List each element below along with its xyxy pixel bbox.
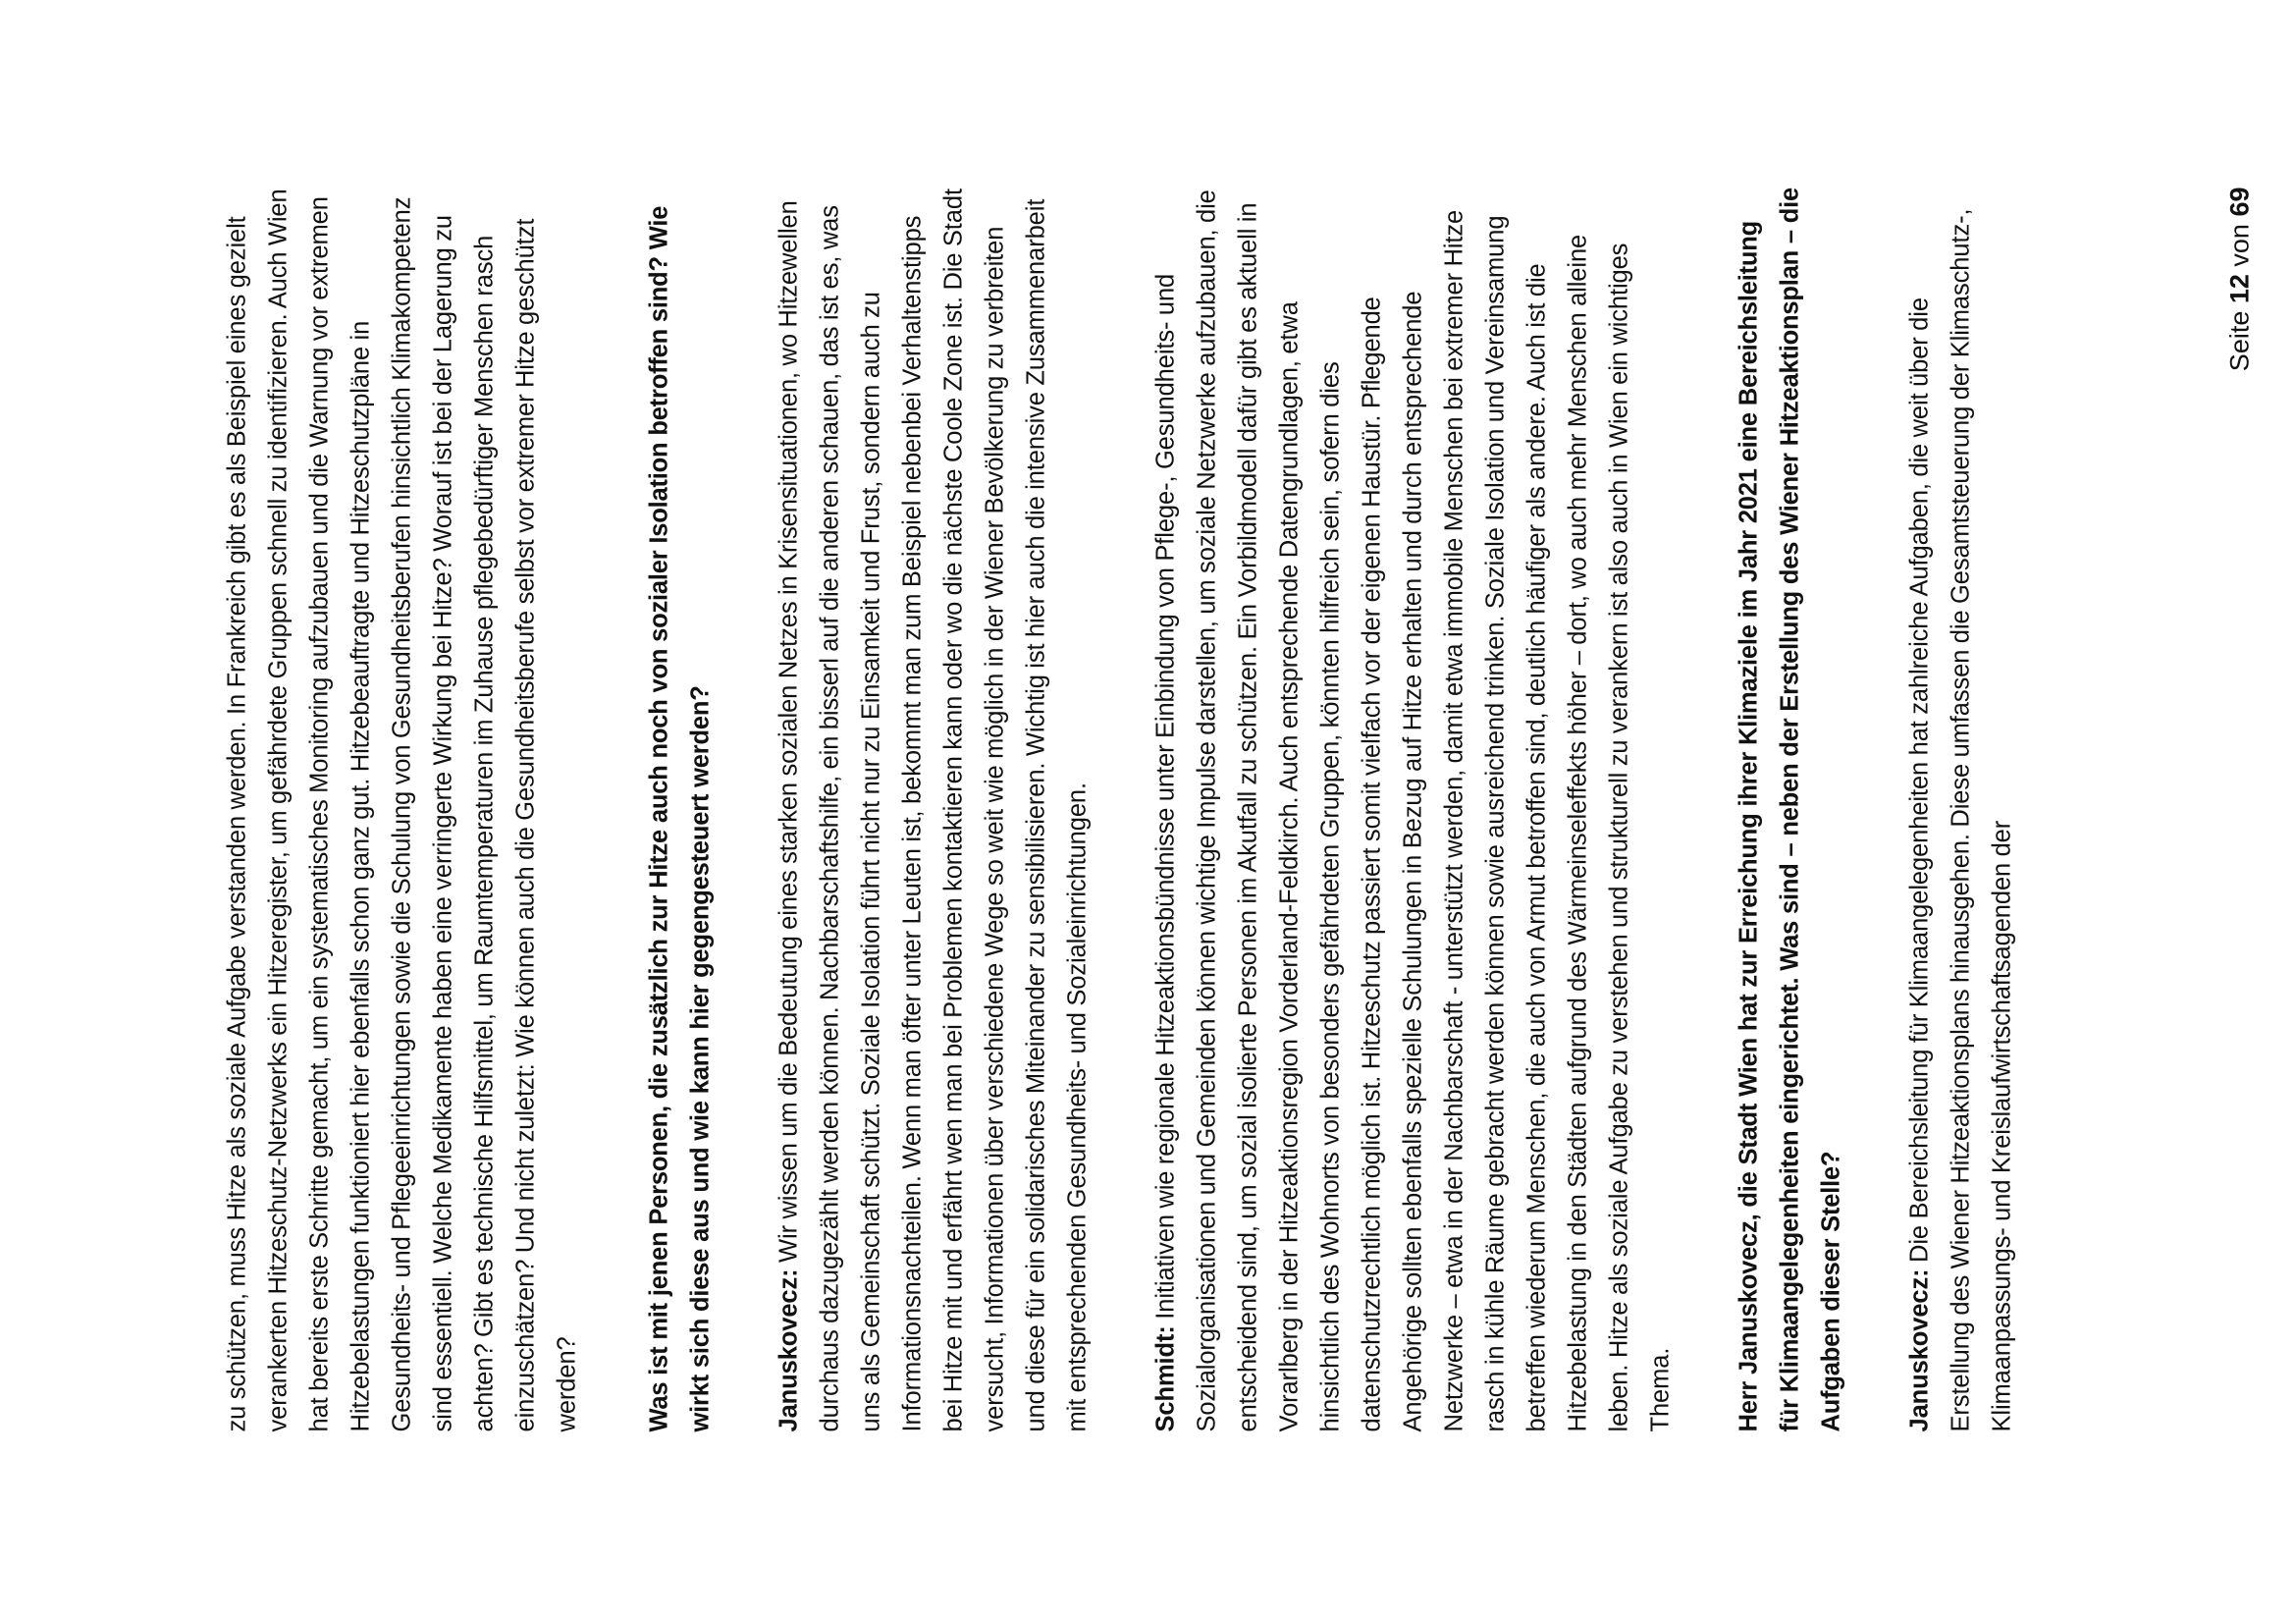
question-bereichsleitung: Herr Januskovecz, die Stadt Wien hat zur Erreichung ihrer Klimaziele im Jahr 2021 eine Bereichsleitung für Klimaangelegenheiten eingerichtet. Was sind – neben der Erstellung des Wiener Hitzeaktionsplan – die Aufgaben dieser Stelle? (1735, 187, 1844, 1431)
answer-text: Wir wissen um die Bedeutung eines starken sozialen Netzes in Krisensituationen, wo Hitzewellen durchaus dazugezählt werden können. Nachbarschaftshilfe, ein bisserl auf die anderen schauen, das ist es, was uns als Gemeinschaft schützt. Soziale Isolation führt nicht nur zu Einsamkeit und Frust, sondern auch zu Informationsnachteilen. Wenn man öfter unter Leuten ist, bekommt man zum Beispiel nebenbei Verhaltenstipps bei Hitze mit und erfährt wen man bei Problemen kontaktieren kann oder wo die nächste Coole Zone ist. Die Stadt versucht, Informationen über verschiedene Wege so weit wie möglich in der Wiener Bevölkerung zu verbreiten und diese für ein solidarisches Miteinander zu sensibilisieren. Wichtig ist hier auch die intensive Zusammenarbeit mit entsprechenden Gesundheits- und Sozialeinrichtungen. (774, 188, 1091, 1431)
page-number-separator: von (2224, 216, 2254, 274)
answer-text: Die Bereichsleitung für Klimaangelegenheiten hat zahlreiche Aufgaben, die weit über die Erstellung des Wiener Hitzeaktionsplans hinausgehen. Diese umfassen die Gesamtsteuerung der Klimaschutz-, Klimaanpassungs- und Kreislaufwirtschaftsagenden der (1905, 208, 2015, 1431)
page-number (2221, 187, 2257, 371)
page-number-current: 12 (2224, 273, 2254, 303)
speaker-name: Januskovecz: (1905, 1267, 1933, 1431)
answer-text: Initiativen wie regionale Hitzeaktionsbündnisse unter Einbindung von Pflege-, Gesundheits- und Sozialorganisationen und Gemeinden können wichtige Impulse darstellen, um soziale Netzwerke aufzubauen, die entscheidend sind, um sozial isolierte Personen im Akutfall zu schützen. Ein Vorbildmodell dafür gibt es aktuell in Vorarlberg in der Hitzeaktionsregion Vorderland-Feldkirch. Auch entsprechende Datengrundlagen, etwa hinsichtlich des Wohnorts von besonders gefährdeten Gruppen, könnten hilfreich sein, sofern dies datenschutzrechtlich möglich ist. Hitzeschutz passiert somit vielfach vor der eigenen Haustür. Pflegende Angehörige sollten ebenfalls spezielle Schulungen in Bezug auf Hitze erhalten und durch entsprechende Netzwerke – etwa in der Nachbarschaft - unterstützt werden, damit etwa immobile Menschen bei extremer Hitze rasch in kühle Räume gebracht werden können sowie ausreichend trinken. Soziale Isolation und Vereinsamung betreffen wiederum Menschen, die auch von Armut betroffen sind, deutlich häufiger als andere. Auch ist die Hitzebelastung in den Städten aufgrund des Wärmeinseleffekts höher – dort, wo auch mehr Menschen alleine leben. Hitze als soziale Aufgabe zu verstehen und strukturell zu verankern ist also auch in Wien ein wichtiges Thema. (1151, 189, 1674, 1431)
page-content (216, 185, 2069, 1431)
speaker-name: Januskovecz: (774, 1267, 802, 1431)
answer-januskovecz-2 (1898, 185, 2022, 1431)
answer-januskovecz-1 (768, 185, 1097, 1431)
question-social-isolation: Was ist mit jenen Personen, die zusätzlich zur Hitze auch noch von sozialer Isolation betroffen sind? Wie wirkt sich diese aus und wie kann hier gegengesteuert werden? (645, 205, 714, 1431)
page-number-total: 69 (2224, 187, 2254, 217)
speaker-name: Schmidt: (1151, 1324, 1179, 1431)
page-number-prefix: Seite (2224, 302, 2254, 371)
intro-paragraph: zu schützen, muss Hitze als soziale Aufgabe verstanden werden. In Frankreich gibt es als Beispiel eines gezielt verankerten Hitzeschutz-Netzwerks ein Hitzeregister, um gefährdete Gruppen schnell zu identifizieren. Auch Wien hat bereits erste Schritte gemacht, um ein systematisches Monitoring aufzubauen und die Warnung vor extremen Hitzebelastungen funktioniert hier ebenfalls schon ganz gut. Hitzebeauftragte und Hitzeschutzpläne in Gesundheits- und Pflegeeinrichtungen sowie die Schulung von Gesundheitsberufen hinsichtlich Klimakompetenz sind essentiell. Welche Medikamente haben eine verringerte Wirkung bei Hitze? Worauf ist bei der Lagerung zu achten? Gibt es technische Hilfsmittel, um Raumtemperaturen im Zuhause pflegebedürftiger Menschen rasch einzuschätzen? Und nicht zuletzt: Wie können auch die Gesundheitsberufe selbst vor extremer Hitze geschützt werden? (223, 188, 580, 1431)
answer-schmidt (1145, 185, 1681, 1431)
